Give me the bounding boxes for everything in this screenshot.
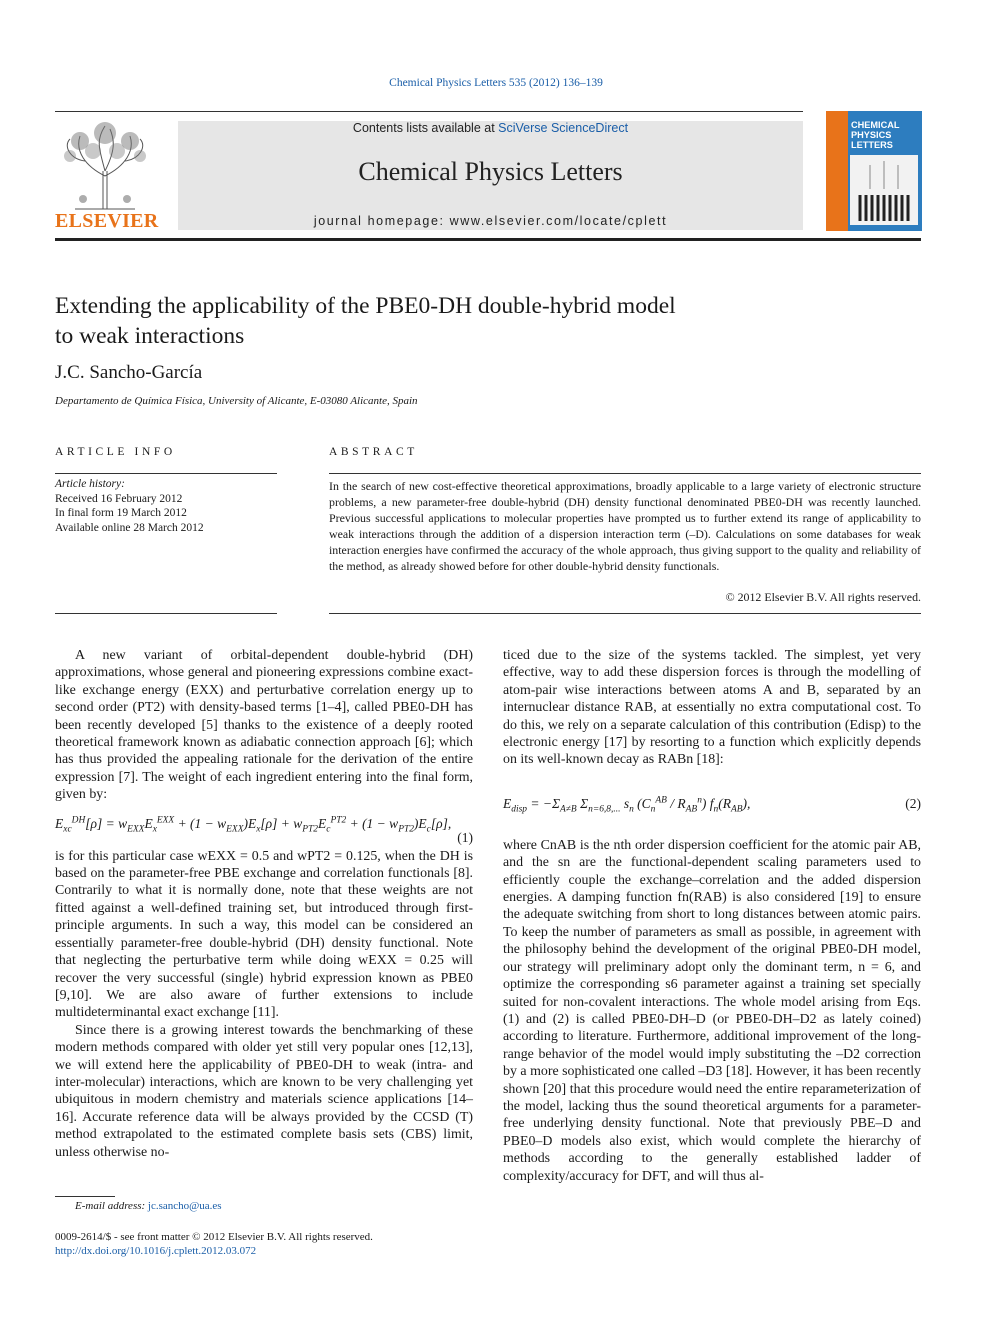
paragraph-benchmarking: Since there is a growing interest towards the benchmarking of these modern methods compared with older yet still very popular ones [12,13], we will extend here the applicability of PBE0-DH to weak (intra- and inter-molecular) interactions, which are known to be very challenging yet ubiquitous in modern chemistry and materials science applications [14–16]. Accurate reference data will be always provided by the CCSD (T) method extrapolated to the estimated complete basis sets (CBS) limit, unless otherwise no- — [55, 1022, 473, 1160]
paragraph-weights: is for this particular case wEXX = 0.5 and wPT2 = 0.125, when the DH is based on the parameter-free PBE exchange and correlation functionals [8]. Contrarily to what it is normally done, note that these weights are not fitted against a well-defined training set, but introduced through first-principle arguments. In such a way, this model can be considered an essentially parameter-free double-hybrid (DH) density functional. Note that neglecting the perturbative term while doing wEXX = 0.25 will recover the very successful (single) hybrid expression known as PBE0 [9,10]. We are also aware of further extensions to include multideterminantal exact exchange [11]. — [55, 848, 473, 1021]
header-bottom-rule — [55, 238, 921, 241]
journal-name: Chemical Physics Letters — [358, 157, 623, 186]
body-column-right — [503, 647, 921, 1185]
paragraph-coefficients: where CnAB is the nth order dispersion coefficient for the atomic pair AB, and the sn are the functional-dependent scaling parameters used to efficiently couple the exchange–correlation and the added dispersion energies. A damping function fn(RAB) is also considered [19] to ensure the adequate switching from short to long distances between atomic pairs. To keep the number of parameters as small as possible, in agreement with the philosophy behind the development of the original PBE0-DH model, our strategy will preliminary adopt only the dominant term, n = 6, and optimize the corresponding s6 parameter against a training set specially suited for non-covalent interactions. The whole model arising from Eqs. (1) and (2) is called PBE0-DH–D (or PBE0-DH–D2 as lately coined) according to literature. Furthermore, additional improvement of the long-range behavior of the model would imply substituting the –D2 correction by a more sophisticated one called –D3 [18]. However, it has been recently shown [20] that this procedure would need the entire reparameterization of the model, lacking thus the sound theoretical arguments for a parameter-free underlying density functional. Note that previously PBE–D and PBE0–D models also exist, which would complete the hierarchy of methods according to the generally established ladder of complexity/accuracy for DFT, and will thus al- — [503, 837, 921, 1184]
doi-link[interactable]: http://dx.doi.org/10.1016/j.cplett.2012.03.072 — [55, 1245, 257, 1257]
journal-cover-image — [826, 111, 922, 231]
abstract-rule — [329, 473, 921, 474]
abstract-copyright: © 2012 Elsevier B.V. All rights reserved. — [725, 590, 921, 604]
sciverse-link[interactable]: SciVerse ScienceDirect — [498, 121, 629, 135]
cover-title: CHEMICAL PHYSICS LETTERS — [851, 120, 900, 150]
equation-2-number: (2) — [905, 795, 921, 811]
contents-line — [178, 121, 803, 135]
equation-2: $E_{disp} = -\Sigma_{A\ne B}$ $\Sigma_{n=6,8,...}$ $s_n$ $(C_n^{AB} / R_{AB}^n)$ $f_n(R_{AB})$, (2) — [503, 795, 921, 815]
body-column-left — [55, 647, 473, 1161]
contents-prefix: Contents lists available at — [352, 121, 499, 135]
abstract-bottom-rule — [329, 613, 921, 614]
email-link[interactable]: jc.sancho@ua.es — [147, 1200, 222, 1212]
abstract-text: In the search of new cost-effective theoretical approximations, broadly applicable to a large variety of electronic structure problems, a new parameter-free double-hybrid (DH) density functional denominated PBE0-DH was recently launched. Previous successful applications to molecular properties have prompted us to further extend its range of applicability to weak interactions through the addition of a dispersion interaction term (–D). Calculations on some databases for weak interaction energies have confirmed the accuracy of the whole approach, thus giving support to the quality and reliability of the method, as already showed before for other double-hybrid density functionals. — [329, 479, 921, 573]
author-name: J.C. Sancho-García — [55, 362, 203, 383]
cover-side-stripe — [826, 111, 848, 231]
footnote-rule — [55, 1196, 115, 1197]
equation-1-number: (1) — [457, 829, 473, 845]
article-history: Article history: Received 16 February 2012 In final form 19 March 2012 Available online 28 March 2012 — [55, 478, 204, 534]
article-title: Extending the applicability of the PBE0-DH double-hybrid model to weak interactions — [55, 293, 676, 349]
article-info-bottom-rule — [55, 613, 277, 614]
cover-illustration — [850, 155, 918, 225]
paragraph-intro: A new variant of orbital-dependent double-hybrid (DH) approximations, whose general and pioneering expressions combine exact-like exchange energy (EXX) and perturbative correlation energy up to second order (PT2) with density-based terms [1–4], called PBE0-DH has been recently developed [5] thanks to the existence of a deeply rooted theoretical framework known as adiabatic connection approach [6]; which has thus provided the appealing rationale for the derivation of the entire expression [7]. The weight of each ingredient entering into the final form, given by: — [55, 648, 473, 803]
abstract-heading: ABSTRACT — [329, 446, 418, 458]
paragraph-dispersion: ticed due to the size of the systems tackled. The simplest, yet very effective, way to add these dispersion forces is through the modelling of atom-pair wise interactions between atoms A and B, separated by an internuclear distance RAB, at essentially no extra computational cost. To do this, we rely on a separate calculation of this contribution (Edisp) to the electronic energy [17] by resorting to a function which explicitly depends on its well-known decay as RABn [18]: — [503, 648, 921, 768]
issn-line: 0009-2614/$ - see front matter © 2012 Elsevier B.V. All rights reserved. — [55, 1231, 373, 1243]
article-info-heading: ARTICLE INFO — [55, 446, 176, 458]
equation-1: $E_{xc}^{DH}[\rho] = w_{EXX}E_x^{EXX} + (1 - w_{EXX})E_x[\rho] + w_{PT2}E_c^{PT2} + (1 - w_{PT2})E_c[\rho]$, (1) — [55, 815, 473, 845]
article-info-rule — [55, 473, 277, 474]
journal-homepage[interactable]: journal homepage: www.elsevier.com/locate/cplett — [313, 214, 668, 228]
author-affiliation: Departamento de Química Física, University of Alicante, E-03080 Alicante, Spain — [55, 395, 418, 407]
header-top-rule — [55, 111, 803, 112]
journal-reference[interactable]: Chemical Physics Letters 535 (2012) 136–139 — [389, 77, 603, 89]
footnote-email: E-mail address: jc.sancho@ua.es — [75, 1200, 222, 1212]
elsevier-wordmark: ELSEVIER — [55, 210, 159, 232]
